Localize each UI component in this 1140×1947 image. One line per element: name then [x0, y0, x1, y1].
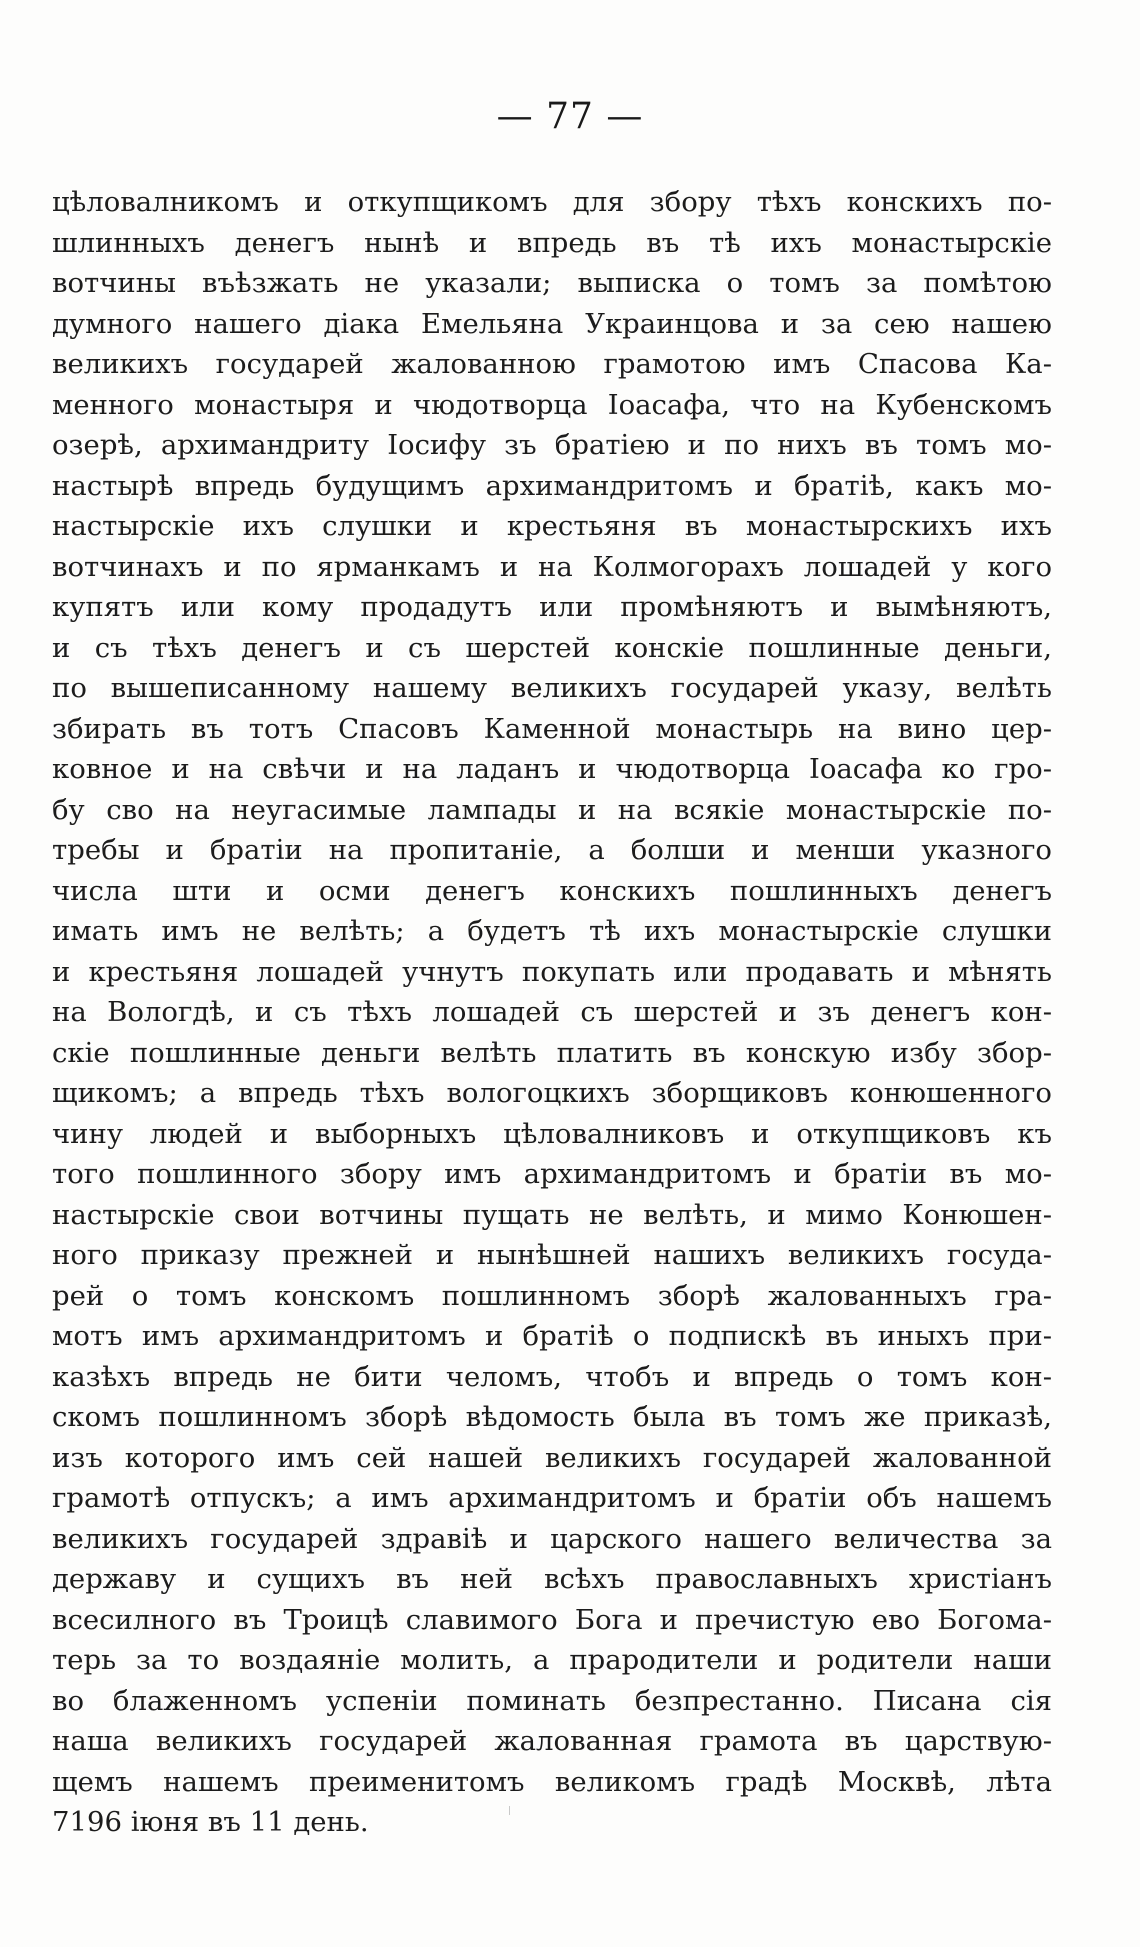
text-line: скомъ пошлинномъ зборѣ вѣдомость была въ томъ же приказѣ, [52, 1401, 1052, 1433]
text-line: всесилного въ Троицѣ славимого Бога и пречистую ево Богома- [52, 1603, 1052, 1636]
text-line: вотчинахъ и по ярманкамъ и на Колмогорахъ лошадей у кого [52, 550, 1052, 583]
text-line: рей о томъ конскомъ пошлинномъ зборѣ жалованныхъ гра- [52, 1279, 1052, 1312]
text-line: цѣловалникомъ и откупщикомъ для збору тѣхъ конскихъ по- [52, 186, 1052, 218]
text-line: збирать въ тотъ Спасовъ Каменной монастырь на вино цер- [52, 712, 1052, 745]
text-line: мотъ имъ архимандритомъ и братіѣ о подпискѣ въ иныхъ при- [52, 1320, 1052, 1352]
body-text [52, 182, 1052, 1843]
text-line: купятъ или кому продадутъ или промѣняютъ и вымѣняютъ, [52, 591, 1052, 623]
text-line: бу сво на неугасимые лампады и на всякіе монастырскіе по- [52, 793, 1052, 826]
text-line: имать имъ не велѣть; а будетъ тѣ ихъ монастырскіе слушки [52, 915, 1052, 947]
text-line: 7196 іюня въ 11 день. [52, 1806, 369, 1838]
text-line: терь за то воздаяніе молить, а прародители и родители наши [52, 1644, 1052, 1676]
text-line: изъ которого имъ сей нашей великихъ государей жалованной [52, 1441, 1052, 1474]
text-line: казѣхъ впредь не бити челомъ, чтобъ и впредь о томъ кон- [52, 1360, 1052, 1393]
text-line: щемъ нашемъ преименитомъ великомъ градѣ Москвѣ, лѣта [52, 1765, 1052, 1798]
text-line: ного приказу прежней и нынѣшней нашихъ великихъ госуда- [52, 1239, 1052, 1271]
text-line: грамотѣ отпускъ; а имъ архимандритомъ и братіи объ нашемъ [52, 1482, 1052, 1514]
text-line: настырскіе ихъ слушки и крестьяня въ монастырскихъ ихъ [52, 510, 1052, 542]
text-line: щикомъ; а впредь тѣхъ вологоцкихъ зборщиковъ конюшенного [52, 1077, 1052, 1109]
text-line: по вышеписанному нашему великихъ государей указу, велѣть [52, 672, 1052, 704]
text-line: наша великихъ государей жалованная грамота въ царствую- [52, 1725, 1052, 1757]
text-line: настырскіе свои вотчины пущать не велѣть, и мимо Конюшен- [52, 1198, 1052, 1231]
text-line: ковное и на свѣчи и на ладанъ и чюдотворца Іоасафа ко гро- [52, 753, 1052, 785]
text-line: числа шти и осми денегъ конскихъ пошлинныхъ денегъ [52, 874, 1052, 907]
text-line: великихъ государей жалованною грамотою имъ Спасова Ка- [52, 348, 1052, 380]
text-line: и крестьяня лошадей учнутъ покупать или продавать и мѣнять [52, 955, 1052, 988]
text-line: скіе пошлинные деньги велѣть платить въ конскую избу збор- [52, 1036, 1052, 1069]
text-line: думного нашего діака Емельяна Украинцова и за сею нашею [52, 307, 1052, 340]
text-line: настырѣ впредь будущимъ архимандритомъ и братіѣ, какъ мо- [52, 469, 1052, 502]
text-line: во блаженномъ успеніи поминать безпрестанно. Писана сія [52, 1684, 1052, 1717]
text-line: державу и сущихъ въ ней всѣхъ православныхъ христіанъ [52, 1563, 1052, 1595]
page-number: — 77 — [496, 96, 644, 137]
text-line: на Вологдѣ, и съ тѣхъ лошадей съ шерстей и зъ денегъ кон- [52, 996, 1052, 1028]
text-line: того пошлинного збору имъ архимандритомъ и братіи въ мо- [52, 1158, 1052, 1190]
text-line: чину людей и выборныхъ цѣловалниковъ и откупщиковъ къ [52, 1117, 1052, 1150]
text-line: требы и братіи на пропитаніе, а болши и менши указного [52, 834, 1052, 866]
text-line: менного монастыря и чюдотворца Іоасафа, что на Кубенскомъ [52, 388, 1052, 421]
text-line: озерѣ, архимандриту Іосифу зъ братіею и по нихъ въ томъ мо- [52, 429, 1052, 461]
text-line: и съ тѣхъ денегъ и съ шерстей конскіе пошлинные деньги, [52, 631, 1052, 664]
print-speck [509, 1806, 510, 1815]
text-line: вотчины въѣзжать не указали; выписка о томъ за помѣтою [52, 267, 1052, 299]
text-line: шлинныхъ денегъ нынѣ и впредь въ тѣ ихъ монастырскіе [52, 226, 1052, 259]
text-line: великихъ государей здравіѣ и царского нашего величества за [52, 1522, 1052, 1555]
